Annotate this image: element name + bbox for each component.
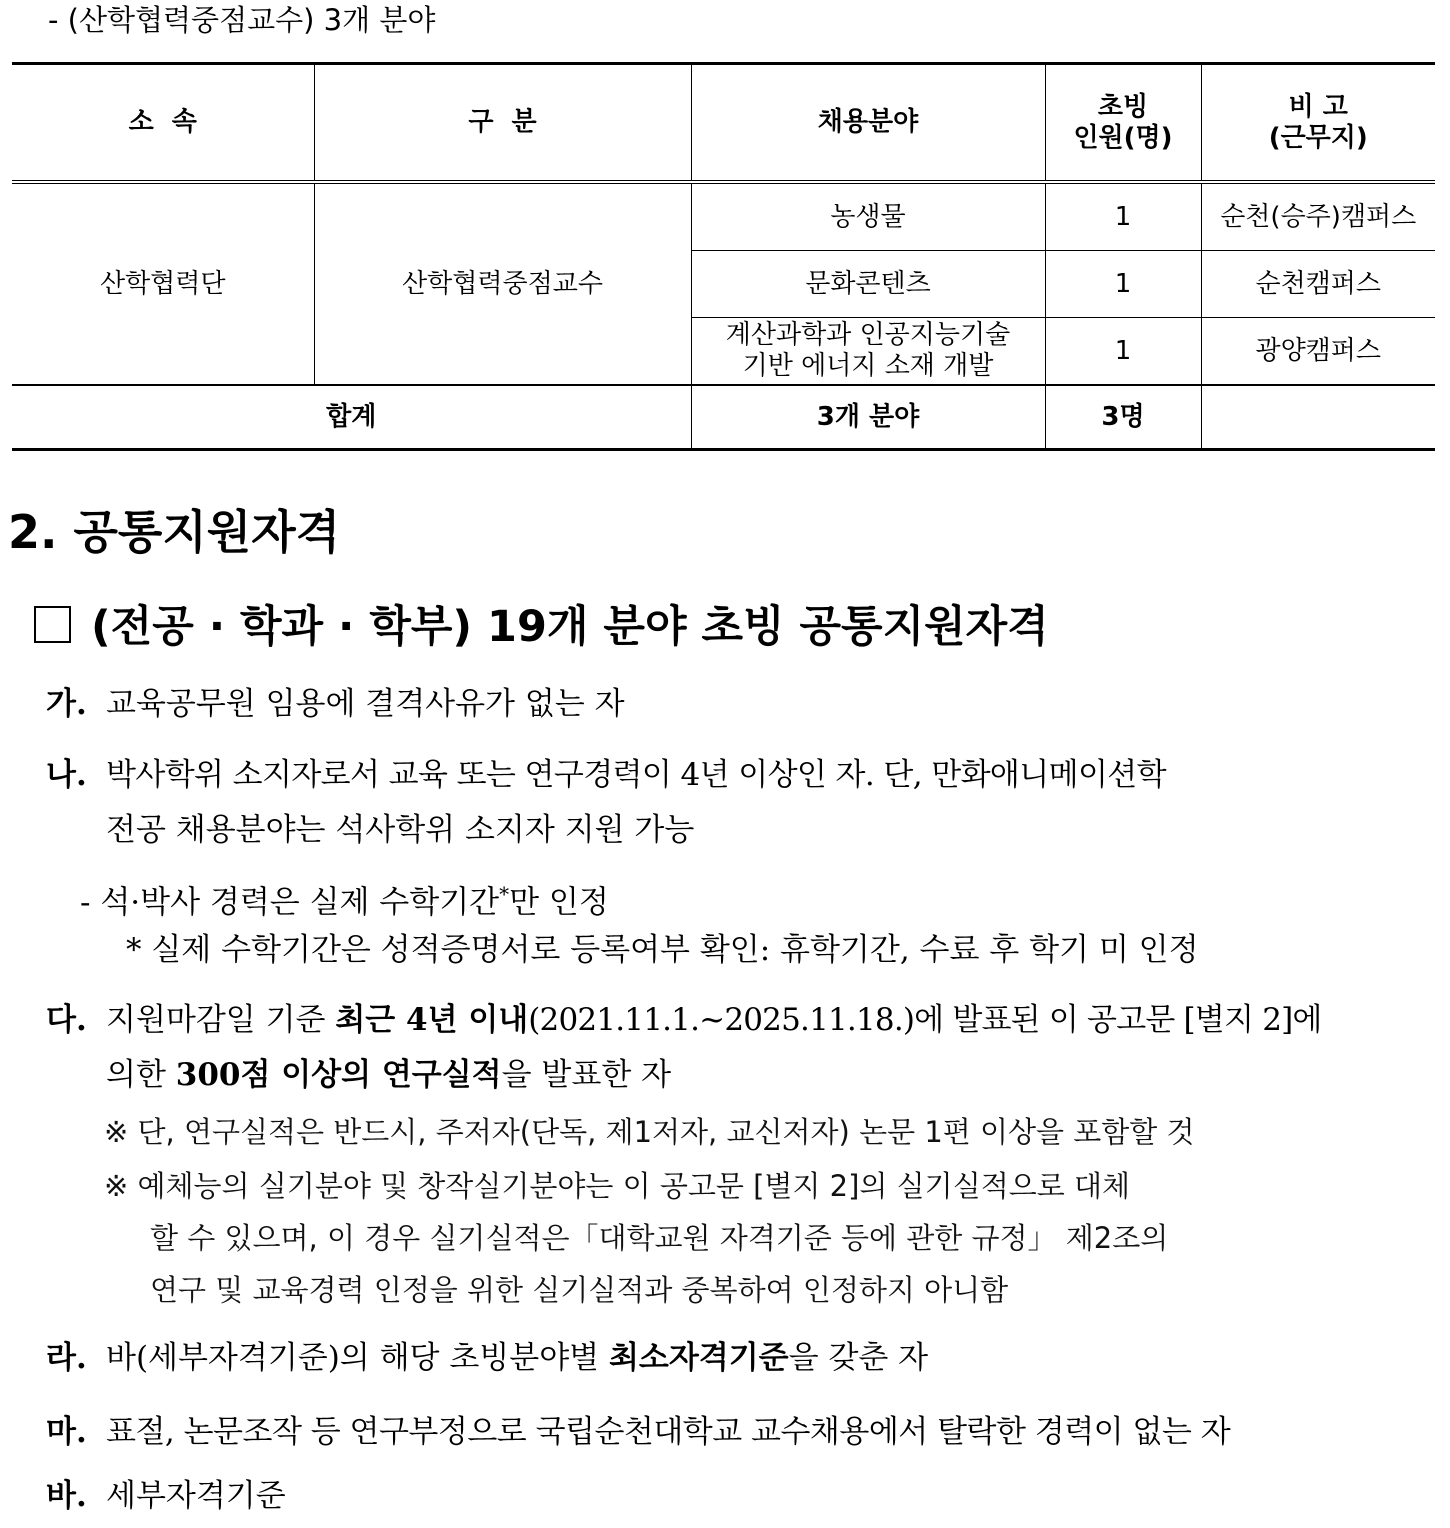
header-category: 구 분: [314, 64, 691, 183]
item-marker: 바.: [46, 1478, 87, 1514]
total-fields: 3개 분야: [691, 385, 1045, 450]
item-text-bold: 최소자격기준: [608, 1340, 789, 1376]
item-marker: 다.: [46, 1002, 87, 1038]
item-marker: 마.: [46, 1414, 87, 1450]
table-row: [12, 182, 1435, 251]
total-remarks: [1201, 385, 1435, 450]
subsection-title: [34, 598, 1049, 656]
header-remarks: [1201, 64, 1435, 183]
item-marker: 나.: [46, 757, 87, 793]
recruitment-table: [12, 62, 1435, 451]
item-continuation: [106, 1047, 671, 1103]
table-header-row: [12, 64, 1435, 183]
cell-field: 농생물: [691, 182, 1045, 251]
cell-count: 1: [1045, 251, 1201, 318]
item-text-bold: 300점 이상의 연구실적: [175, 1057, 502, 1093]
list-item: [46, 1404, 1230, 1460]
item-continuation: 전공 채용분야는 석사학위 소지자 지원 가능: [106, 812, 695, 848]
item-text-a: 바(세부자격기준)의 해당 초빙분야별: [106, 1340, 609, 1376]
cell-field: 문화콘텐츠: [691, 251, 1045, 318]
header-count-line2: 인원(명): [1073, 122, 1173, 153]
header-remarks-line1: 비 고: [1288, 91, 1348, 122]
header-count-line1: 초빙: [1097, 91, 1149, 122]
item-text: 교육공무원 임용에 결격사유가 없는 자: [106, 686, 625, 722]
cell-field: [691, 318, 1045, 386]
note: ※ 단, 연구실적은 반드시, 주저자(단독, 제1저자, 교신저자) 논문 1편 이상을 포함할 것: [104, 1115, 1195, 1149]
note: ※ 예체능의 실기분야 및 창작실기분야는 이 공고문 [별지 2]의 실기실적으로 대체: [104, 1169, 1130, 1203]
cell-location: 순천캠퍼스: [1201, 251, 1435, 318]
total-count: 3명: [1045, 385, 1201, 450]
table-total-row: [12, 385, 1435, 450]
cell-field-line2: 기반 에너지 소재 개발: [742, 351, 994, 381]
footnote: * 실제 수학기간은 성적증명서로 등록여부 확인: 휴학기간, 수료 후 학기 미 인정: [126, 932, 1199, 968]
cell-location: 광양캠퍼스: [1201, 318, 1435, 386]
sub-item-text: - 석·박사 경력은 실제 수학기간: [80, 884, 500, 921]
sub-item-text-end: 만 인정: [509, 884, 609, 921]
list-item: [46, 1468, 286, 1524]
item-text-a: 지원마감일 기준: [106, 1002, 336, 1038]
item-text-a: 의한: [106, 1057, 176, 1093]
cell-count: 1: [1045, 182, 1201, 251]
header-count: [1045, 64, 1201, 183]
item-text: 세부자격기준: [106, 1478, 286, 1514]
total-label: 합계: [12, 385, 691, 450]
cell-category: 산학협력중점교수: [314, 182, 691, 385]
note-continuation: 할 수 있으며, 이 경우 실기실적은「대학교원 자격기준 등에 관한 규정」 제2조의: [150, 1221, 1169, 1255]
item-marker: 가.: [46, 686, 87, 722]
sub-item: [80, 866, 609, 930]
list-item: [46, 1330, 928, 1386]
cell-count: 1: [1045, 318, 1201, 386]
note-continuation: 연구 및 교육경력 인정을 위한 실기실적과 중복하여 인정하지 아니함: [150, 1273, 1009, 1307]
item-text: 표절, 논문조작 등 연구부정으로 국립순천대학교 교수채용에서 탈락한 경력이 없는 자: [106, 1414, 1231, 1450]
subsection-title-text: (전공 · 학과 · 학부) 19개 분야 초빙 공통지원자격: [91, 602, 1049, 652]
list-item: [46, 676, 625, 732]
cell-affiliation: 산학협력단: [12, 182, 314, 385]
cell-location: 순천(승주)캠퍼스: [1201, 182, 1435, 251]
list-item: [46, 992, 1322, 1048]
section-title: 2. 공통지원자격: [8, 505, 341, 559]
header-affiliation: 소 속: [12, 64, 314, 183]
item-text-c: 을 갖춘 자: [788, 1340, 929, 1376]
cell-field-line1: 계산과학과 인공지능기술: [725, 320, 1011, 350]
intro-line: - (산학협력중점교수) 3개 분야: [48, 3, 436, 37]
list-item: [46, 747, 1166, 803]
checkbox-square-icon: [34, 606, 71, 643]
item-marker: 라.: [46, 1340, 87, 1376]
asterisk-mark: *: [499, 882, 510, 906]
item-text: 박사학위 소지자로서 교육 또는 연구경력이 4년 이상인 자. 단, 만화애니메이션학: [106, 757, 1166, 793]
item-text-c: (2021.11.1.~2025.11.18.)에 발표된 이 공고문 [별지 2]에: [528, 1002, 1322, 1038]
item-text-c: 을 발표한 자: [501, 1057, 672, 1093]
item-text-bold: 최근 4년 이내: [335, 1002, 529, 1038]
header-field: 채용분야: [691, 64, 1045, 183]
header-remarks-line2: (근무지): [1268, 122, 1368, 153]
